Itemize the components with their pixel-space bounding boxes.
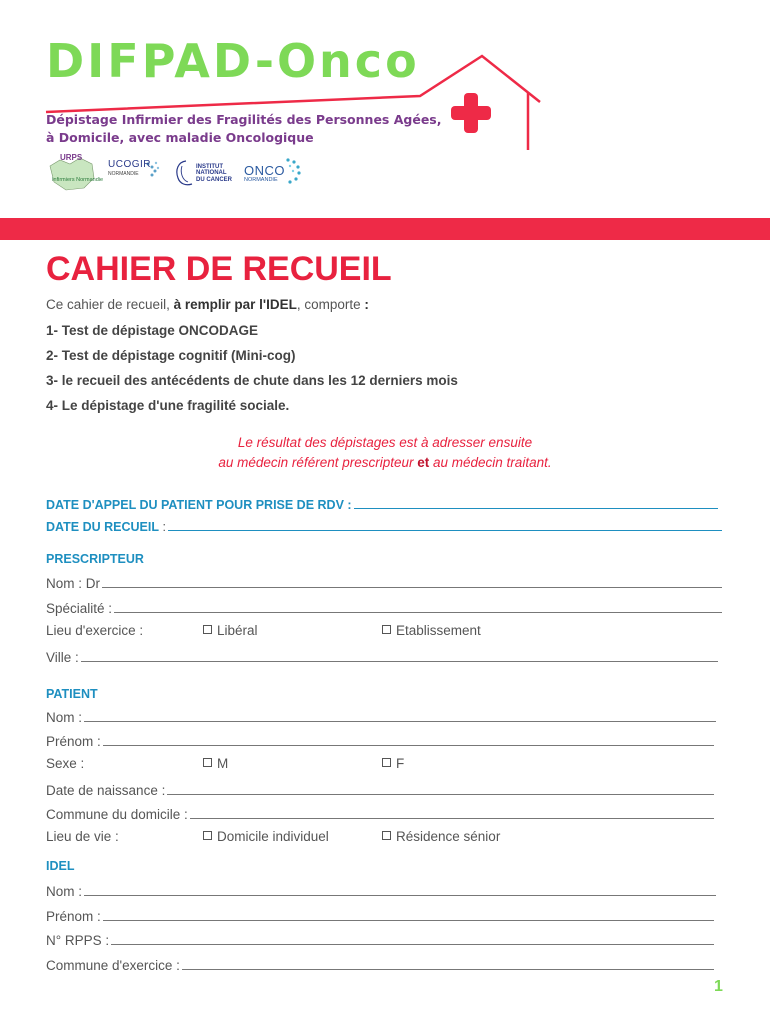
lieu-vie-label: Lieu de vie :	[46, 829, 119, 844]
list-item: 4- Le dépistage d'une fragilité sociale.	[46, 398, 290, 413]
idel-rpps-field[interactable]: N° RPPS :	[46, 930, 714, 948]
logo-subtitle-line2: à Domicile, avec maladie Oncologique	[46, 130, 314, 145]
idel-prenom-field[interactable]: Prénom :	[46, 906, 714, 924]
etablissement-checkbox[interactable]: Etablissement	[382, 623, 481, 638]
medical-cross-icon	[451, 93, 491, 133]
onco-normandie-logo: ONCO NORMANDIE	[244, 156, 304, 192]
note-line1: Le résultat des dépistages est à adresser ensuite	[237, 435, 533, 450]
page-number: 1	[714, 978, 723, 995]
red-banner	[0, 218, 770, 240]
logo-subtitle-line1: Dépistage Infirmier des Fragilités des Personnes Agées,	[46, 112, 442, 127]
list-item: 3- le recueil des antécédents de chute dans les 12 derniers mois	[46, 373, 458, 388]
page-title: CAHIER DE RECUEIL	[46, 250, 392, 288]
residence-senior-checkbox[interactable]: Résidence sénior	[382, 829, 500, 844]
patient-prenom-field[interactable]: Prénom :	[46, 731, 714, 749]
note-line2: au médecin référent prescripteur et au médecin traitant.	[218, 455, 552, 470]
logo-title: DIFPAD-Onco	[46, 34, 420, 88]
patient-commune-field[interactable]: Commune du domicile :	[46, 804, 714, 822]
idel-commune-field[interactable]: Commune d'exercice :	[46, 955, 714, 973]
date-recueil-label: DATE DU RECUEIL :	[46, 520, 166, 534]
lieu-exercice-label: Lieu d'exercice :	[46, 623, 144, 638]
section-heading-idel: IDEL	[46, 859, 75, 873]
sexe-f-checkbox[interactable]: F	[382, 756, 404, 771]
sexe-label: Sexe :	[46, 756, 85, 771]
liberal-checkbox[interactable]: Libéral	[203, 623, 258, 638]
list-item: 2- Test de dépistage cognitif (Mini-cog)	[46, 348, 296, 363]
ucogir-logo: UCOGIR NORMANDIE	[108, 156, 162, 192]
section-heading-prescripteur: PRESCRIPTEUR	[46, 552, 144, 566]
dots-ring-icon	[280, 156, 302, 186]
prescripteur-ville-field[interactable]: Ville :	[46, 647, 718, 665]
idel-nom-field[interactable]: Nom :	[46, 881, 716, 899]
section-heading-patient: PATIENT	[46, 687, 98, 701]
prescripteur-specialite-field[interactable]: Spécialité :	[46, 598, 722, 616]
patient-nom-field[interactable]: Nom :	[46, 707, 716, 725]
sexe-m-checkbox[interactable]: M	[203, 756, 228, 771]
urps-logo: URPS Infirmiers Normandie	[46, 152, 98, 194]
date-appel-field[interactable]	[46, 494, 718, 512]
date-recueil-field[interactable]	[46, 516, 722, 534]
patient-naissance-field[interactable]: Date de naissance :	[46, 780, 714, 798]
prescripteur-nom-field[interactable]: Nom : Dr	[46, 573, 722, 591]
intro-text: Ce cahier de recueil, à remplir par l'IDEL, comporte :	[46, 297, 369, 312]
date-appel-label: DATE D'APPEL DU PATIENT POUR PRISE DE RDV :	[46, 498, 352, 512]
list-item: 1- Test de dépistage ONCODAGE	[46, 323, 259, 338]
domicile-individuel-checkbox[interactable]: Domicile individuel	[203, 829, 329, 844]
inca-logo: INSTITUT NATIONAL DU CANCER	[172, 156, 240, 192]
